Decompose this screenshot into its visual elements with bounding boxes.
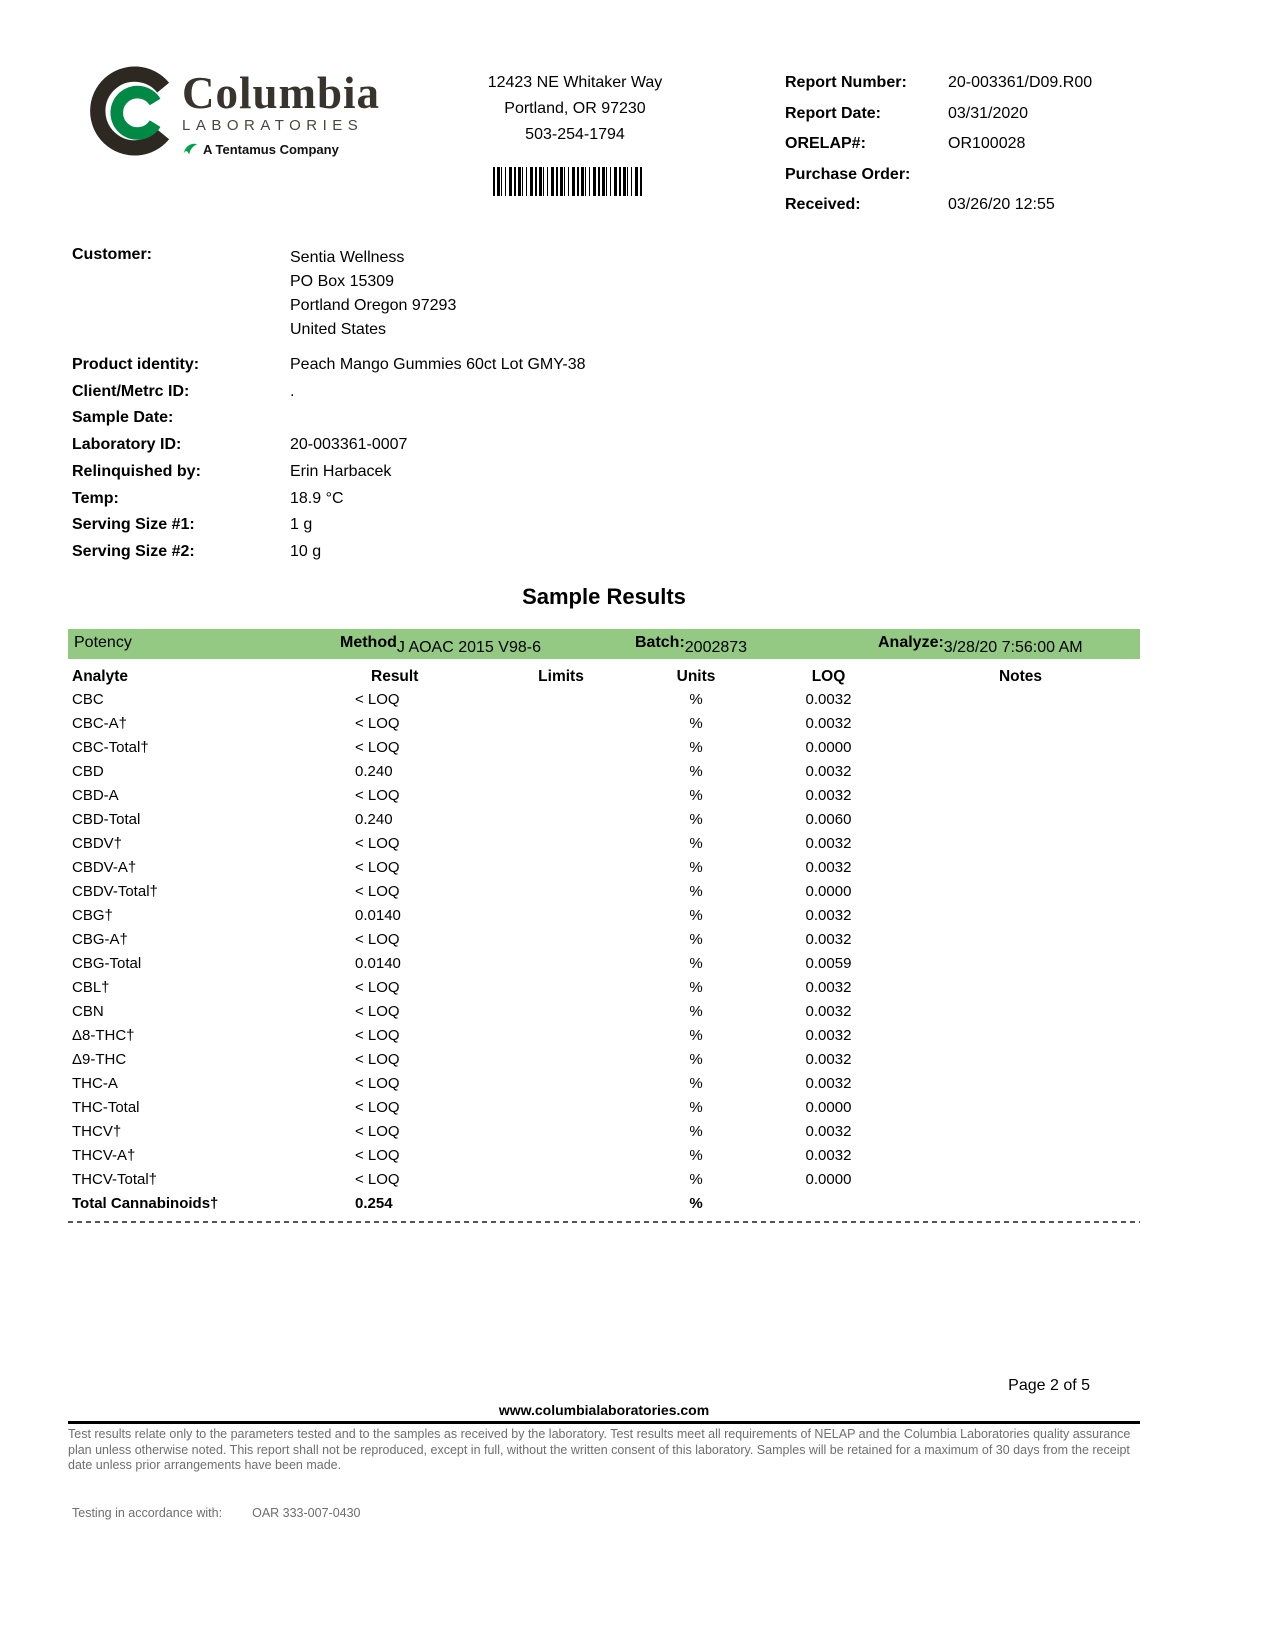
table-row bbox=[68, 1192, 1140, 1216]
cell-loq: 0.0032 bbox=[805, 691, 852, 708]
cell-loq: 0.0032 bbox=[805, 907, 852, 924]
col-header-units: Units bbox=[676, 668, 716, 685]
report-info-label: ORELAP#: bbox=[785, 135, 866, 153]
cell-notes bbox=[901, 1192, 1140, 1216]
cell-loq: 0.0000 bbox=[805, 739, 852, 756]
band-batch-value: 2002873 bbox=[684, 639, 748, 656]
report-info-row bbox=[785, 68, 1130, 99]
cell-units: % bbox=[689, 787, 703, 804]
customer-address-line: Sentia Wellness bbox=[290, 249, 405, 266]
field-label: Relinquished by: bbox=[72, 462, 201, 480]
cell-analyte: CBD-A bbox=[72, 787, 119, 804]
cell-units: % bbox=[689, 715, 703, 732]
table-row bbox=[68, 1048, 1140, 1072]
table-row bbox=[68, 1168, 1140, 1192]
cell-result: < LOQ bbox=[355, 859, 400, 876]
cell-limits bbox=[486, 784, 636, 808]
field-value: 1 g bbox=[290, 516, 313, 534]
cell-analyte: CBC-Total† bbox=[72, 739, 149, 756]
customer-section bbox=[72, 246, 1140, 566]
customer-address-line: PO Box 15309 bbox=[290, 273, 395, 290]
cell-result: < LOQ bbox=[355, 691, 400, 708]
sample-barcode bbox=[493, 167, 643, 196]
sample-results-title: Sample Results bbox=[522, 584, 686, 609]
sample-fields bbox=[72, 352, 1140, 566]
report-info bbox=[785, 68, 1130, 221]
cell-limits bbox=[486, 1048, 636, 1072]
cell-loq: 0.0000 bbox=[805, 1099, 852, 1116]
field-label: Client/Metrc ID: bbox=[72, 382, 190, 400]
report-info-value: OR100028 bbox=[948, 135, 1026, 153]
field-label: Temp: bbox=[72, 489, 119, 507]
band-method-label: Method bbox=[340, 634, 397, 651]
cell-loq: 0.0060 bbox=[805, 811, 852, 828]
cell-limits bbox=[486, 1096, 636, 1120]
cell-limits bbox=[486, 1072, 636, 1096]
field-row bbox=[72, 486, 1140, 513]
cell-limits bbox=[486, 1120, 636, 1144]
table-row bbox=[68, 688, 1140, 712]
tagline-text: A Tentamus Company bbox=[203, 141, 339, 157]
cell-limits bbox=[486, 808, 636, 832]
cell-result: 0.240 bbox=[355, 811, 393, 828]
cell-loq bbox=[756, 1192, 901, 1216]
cell-units: % bbox=[689, 1195, 703, 1212]
address-line-2: Portland, OR 97230 bbox=[504, 100, 646, 117]
cell-units: % bbox=[689, 907, 703, 924]
cell-units: % bbox=[689, 691, 703, 708]
cell-units: % bbox=[689, 931, 703, 948]
cell-units: % bbox=[689, 859, 703, 876]
cell-units: % bbox=[689, 835, 703, 852]
report-info-label: Report Date: bbox=[785, 104, 882, 122]
cell-notes bbox=[901, 904, 1140, 928]
field-row bbox=[72, 432, 1140, 459]
cell-limits bbox=[486, 856, 636, 880]
report-info-row bbox=[785, 160, 1130, 191]
report-info-value: 03/31/2020 bbox=[948, 104, 1029, 122]
customer-address bbox=[290, 246, 1140, 342]
table-row bbox=[68, 1120, 1140, 1144]
cell-units: % bbox=[689, 1051, 703, 1068]
field-value: . bbox=[290, 382, 295, 400]
cell-units: % bbox=[689, 1003, 703, 1020]
cell-loq: 0.0032 bbox=[805, 787, 852, 804]
cell-analyte: CBD-Total bbox=[72, 811, 141, 828]
field-label: Laboratory ID: bbox=[72, 436, 182, 454]
cell-loq: 0.0032 bbox=[805, 835, 852, 852]
cell-analyte: THCV-Total† bbox=[72, 1171, 158, 1188]
cell-result: < LOQ bbox=[355, 1003, 400, 1020]
field-value: Erin Harbacek bbox=[290, 462, 392, 480]
cell-notes bbox=[901, 688, 1140, 712]
cell-analyte: CBD bbox=[72, 763, 104, 780]
cell-limits bbox=[486, 1192, 636, 1216]
cell-loq: 0.0032 bbox=[805, 1075, 852, 1092]
cell-analyte: THC-Total bbox=[72, 1099, 140, 1116]
table-row bbox=[68, 712, 1140, 736]
cell-result: < LOQ bbox=[355, 739, 400, 756]
cell-result: 0.0140 bbox=[355, 907, 401, 924]
cell-analyte: CBN bbox=[72, 1003, 104, 1020]
cell-units: % bbox=[689, 1027, 703, 1044]
band-batch bbox=[635, 634, 748, 656]
cell-loq: 0.0032 bbox=[805, 859, 852, 876]
cell-notes bbox=[901, 1168, 1140, 1192]
cell-units: % bbox=[689, 1099, 703, 1116]
table-row bbox=[68, 832, 1140, 856]
field-row bbox=[72, 539, 1140, 566]
cell-limits bbox=[486, 1024, 636, 1048]
cell-limits bbox=[486, 832, 636, 856]
cell-loq: 0.0032 bbox=[805, 1027, 852, 1044]
cell-limits bbox=[486, 688, 636, 712]
field-label: Serving Size #2: bbox=[72, 542, 195, 560]
cell-notes bbox=[901, 928, 1140, 952]
cell-loq: 0.0032 bbox=[805, 1051, 852, 1068]
cell-notes bbox=[901, 1000, 1140, 1024]
cell-result: < LOQ bbox=[355, 1123, 400, 1140]
field-row bbox=[72, 405, 1140, 432]
logo-tagline bbox=[182, 141, 380, 157]
cell-analyte: Δ8-THC† bbox=[72, 1027, 135, 1044]
cell-analyte: CBDV† bbox=[72, 835, 123, 852]
field-label: Sample Date: bbox=[72, 409, 174, 427]
cell-loq: 0.0032 bbox=[805, 931, 852, 948]
cell-notes bbox=[901, 784, 1140, 808]
footer-rule bbox=[68, 1421, 1140, 1424]
report-info-label: Purchase Order: bbox=[785, 165, 911, 183]
table-row bbox=[68, 976, 1140, 1000]
cell-result: 0.254 bbox=[355, 1195, 393, 1212]
logo-wordmark: Columbia bbox=[182, 68, 381, 118]
logo-subtitle: LABORATORIES bbox=[182, 117, 364, 134]
page-number: Page 2 of 5 bbox=[1008, 1377, 1090, 1394]
cell-analyte: Total Cannabinoids† bbox=[72, 1195, 219, 1212]
cell-result: < LOQ bbox=[355, 1171, 400, 1188]
cell-result: < LOQ bbox=[355, 979, 400, 996]
lab-address bbox=[430, 70, 720, 148]
cell-loq: 0.0000 bbox=[805, 883, 852, 900]
cell-limits bbox=[486, 1144, 636, 1168]
table-row bbox=[68, 1000, 1140, 1024]
table-row bbox=[68, 1024, 1140, 1048]
band-section-label: Potency bbox=[74, 634, 132, 651]
cell-loq: 0.0059 bbox=[805, 955, 852, 972]
cell-loq: 0.0032 bbox=[805, 1003, 852, 1020]
cell-result: < LOQ bbox=[355, 1051, 400, 1068]
cell-result: < LOQ bbox=[355, 883, 400, 900]
cell-notes bbox=[901, 832, 1140, 856]
field-value bbox=[290, 405, 1140, 432]
address-line-1: 12423 NE Whitaker Way bbox=[487, 74, 663, 91]
cell-analyte: CBL† bbox=[72, 979, 110, 996]
cell-limits bbox=[486, 760, 636, 784]
table-row bbox=[68, 808, 1140, 832]
report-info-label: Report Number: bbox=[785, 74, 907, 91]
cell-notes bbox=[901, 856, 1140, 880]
cell-result: < LOQ bbox=[355, 787, 400, 804]
cell-loq: 0.0032 bbox=[805, 1123, 852, 1140]
cell-result: < LOQ bbox=[355, 931, 400, 948]
band-analyze-label: Analyze: bbox=[878, 634, 944, 651]
cell-notes bbox=[901, 1144, 1140, 1168]
cell-analyte: CBG† bbox=[72, 907, 113, 924]
table-row bbox=[68, 904, 1140, 928]
disclaimer-text: Test results relate only to the parameters tested and to the samples as received by the laboratory. Test results meet all requirements of NELAP and the Columbia Laboratories quality assurance plan unless otherwise noted. This report shall not be reproduced, except in full, without the written consent of this laboratory. Samples will be retained for a maximum of 30 days from the receipt date unless prior arrangements have been made. bbox=[68, 1427, 1131, 1472]
cell-notes bbox=[901, 760, 1140, 784]
cell-notes bbox=[901, 952, 1140, 976]
table-row bbox=[68, 952, 1140, 976]
testing-value: OAR 333-007-0430 bbox=[252, 1506, 361, 1520]
cell-units: % bbox=[689, 739, 703, 756]
col-header-loq: LOQ bbox=[811, 668, 846, 685]
cell-notes bbox=[901, 808, 1140, 832]
tentamus-leaf-icon bbox=[182, 141, 198, 157]
cell-analyte: THCV† bbox=[72, 1123, 122, 1140]
cell-loq: 0.0000 bbox=[805, 1171, 852, 1188]
table-row bbox=[68, 736, 1140, 760]
report-info-row bbox=[785, 129, 1130, 160]
table-row bbox=[68, 856, 1140, 880]
band-analyze-value: 3/28/20 7:56:00 AM bbox=[943, 639, 1083, 656]
cell-result: 0.0140 bbox=[355, 955, 401, 972]
table-row bbox=[68, 784, 1140, 808]
customer-row bbox=[72, 246, 1140, 342]
cell-analyte: Δ9-THC bbox=[72, 1051, 127, 1068]
table-row bbox=[68, 928, 1140, 952]
cell-limits bbox=[486, 952, 636, 976]
cell-notes bbox=[901, 976, 1140, 1000]
cell-analyte: THCV-A† bbox=[72, 1147, 136, 1164]
customer-label: Customer: bbox=[72, 246, 153, 263]
cell-notes bbox=[901, 1024, 1140, 1048]
band-method-value: J AOAC 2015 V98-6 bbox=[396, 639, 541, 656]
report-info-label: Received: bbox=[785, 196, 861, 214]
table-row bbox=[68, 880, 1140, 904]
field-row bbox=[72, 512, 1140, 539]
cell-limits bbox=[486, 712, 636, 736]
columbia-logo bbox=[84, 66, 380, 157]
cell-loq: 0.0032 bbox=[805, 715, 852, 732]
testing-label: Testing in accordance with: bbox=[72, 1506, 223, 1520]
cell-result: < LOQ bbox=[355, 835, 400, 852]
cell-loq: 0.0032 bbox=[805, 763, 852, 780]
cell-notes bbox=[901, 1096, 1140, 1120]
cell-notes bbox=[901, 1048, 1140, 1072]
cell-notes bbox=[901, 1120, 1140, 1144]
logo-text bbox=[182, 66, 380, 157]
cell-analyte: CBG-Total bbox=[72, 955, 142, 972]
potency-band bbox=[68, 629, 1140, 659]
customer-address-line: United States bbox=[290, 321, 387, 338]
cell-notes bbox=[901, 736, 1140, 760]
address-phone: 503-254-1794 bbox=[525, 126, 625, 143]
field-value: 10 g bbox=[290, 542, 322, 560]
cell-loq: 0.0032 bbox=[805, 979, 852, 996]
table-row bbox=[68, 760, 1140, 784]
cell-result: < LOQ bbox=[355, 1147, 400, 1164]
cell-limits bbox=[486, 1000, 636, 1024]
columbia-c-logo-icon bbox=[84, 66, 174, 156]
testing-accordance bbox=[72, 1506, 361, 1520]
results-table-header bbox=[68, 666, 1140, 688]
cell-units: % bbox=[689, 1171, 703, 1188]
cell-loq: 0.0032 bbox=[805, 1147, 852, 1164]
col-header-limits: Limits bbox=[538, 668, 584, 685]
cell-units: % bbox=[689, 811, 703, 828]
field-row bbox=[72, 459, 1140, 486]
field-value: 18.9 °C bbox=[290, 489, 344, 507]
customer-address-line: Portland Oregon 97293 bbox=[290, 297, 457, 314]
cell-units: % bbox=[689, 955, 703, 972]
cell-notes bbox=[901, 1072, 1140, 1096]
cell-analyte: CBC bbox=[72, 691, 104, 708]
cell-limits bbox=[486, 904, 636, 928]
cell-analyte: CBC-A† bbox=[72, 715, 128, 732]
report-info-value bbox=[948, 160, 1130, 191]
table-row bbox=[68, 1072, 1140, 1096]
cell-result: < LOQ bbox=[355, 1027, 400, 1044]
report-info-row bbox=[785, 190, 1130, 221]
cell-analyte: CBDV-Total† bbox=[72, 883, 158, 900]
table-row bbox=[68, 1144, 1140, 1168]
cell-units: % bbox=[689, 1147, 703, 1164]
cell-result: < LOQ bbox=[355, 1075, 400, 1092]
field-value: Peach Mango Gummies 60ct Lot GMY-38 bbox=[290, 356, 586, 373]
field-row bbox=[72, 379, 1140, 406]
cell-analyte: THC-A bbox=[72, 1075, 118, 1092]
cell-result: < LOQ bbox=[355, 715, 400, 732]
field-row bbox=[72, 352, 1140, 379]
cell-analyte: CBDV-A† bbox=[72, 859, 137, 876]
report-info-value: 20-003361/D09.R00 bbox=[948, 74, 1093, 91]
cell-limits bbox=[486, 1168, 636, 1192]
report-info-row bbox=[785, 99, 1130, 130]
col-header-analyte: Analyte bbox=[72, 668, 128, 685]
table-row bbox=[68, 1096, 1140, 1120]
report-info-value: 03/26/20 12:55 bbox=[948, 196, 1055, 214]
cell-notes bbox=[901, 880, 1140, 904]
cell-limits bbox=[486, 976, 636, 1000]
cell-limits bbox=[486, 736, 636, 760]
cell-units: % bbox=[689, 1075, 703, 1092]
cell-units: % bbox=[689, 763, 703, 780]
cell-notes bbox=[901, 712, 1140, 736]
cell-units: % bbox=[689, 883, 703, 900]
col-header-result: Result bbox=[371, 668, 419, 685]
cell-result: < LOQ bbox=[355, 1099, 400, 1116]
band-analyze bbox=[878, 634, 1083, 656]
field-value: 20-003361-0007 bbox=[290, 436, 408, 454]
results-table-body bbox=[68, 688, 1140, 1216]
cell-units: % bbox=[689, 979, 703, 996]
col-header-notes: Notes bbox=[998, 668, 1043, 685]
cell-result: 0.240 bbox=[355, 763, 393, 780]
field-label: Serving Size #1: bbox=[72, 516, 195, 534]
field-label: Product identity: bbox=[72, 356, 200, 373]
lab-website: www.columbialaboratories.com bbox=[498, 1402, 710, 1418]
sample-results-section bbox=[68, 584, 1140, 1223]
cell-limits bbox=[486, 928, 636, 952]
band-method bbox=[340, 634, 541, 656]
cell-analyte: CBG-A† bbox=[72, 931, 128, 948]
section-divider bbox=[68, 1221, 1140, 1223]
cell-limits bbox=[486, 880, 636, 904]
band-batch-label: Batch: bbox=[635, 634, 685, 651]
cell-units: % bbox=[689, 1123, 703, 1140]
